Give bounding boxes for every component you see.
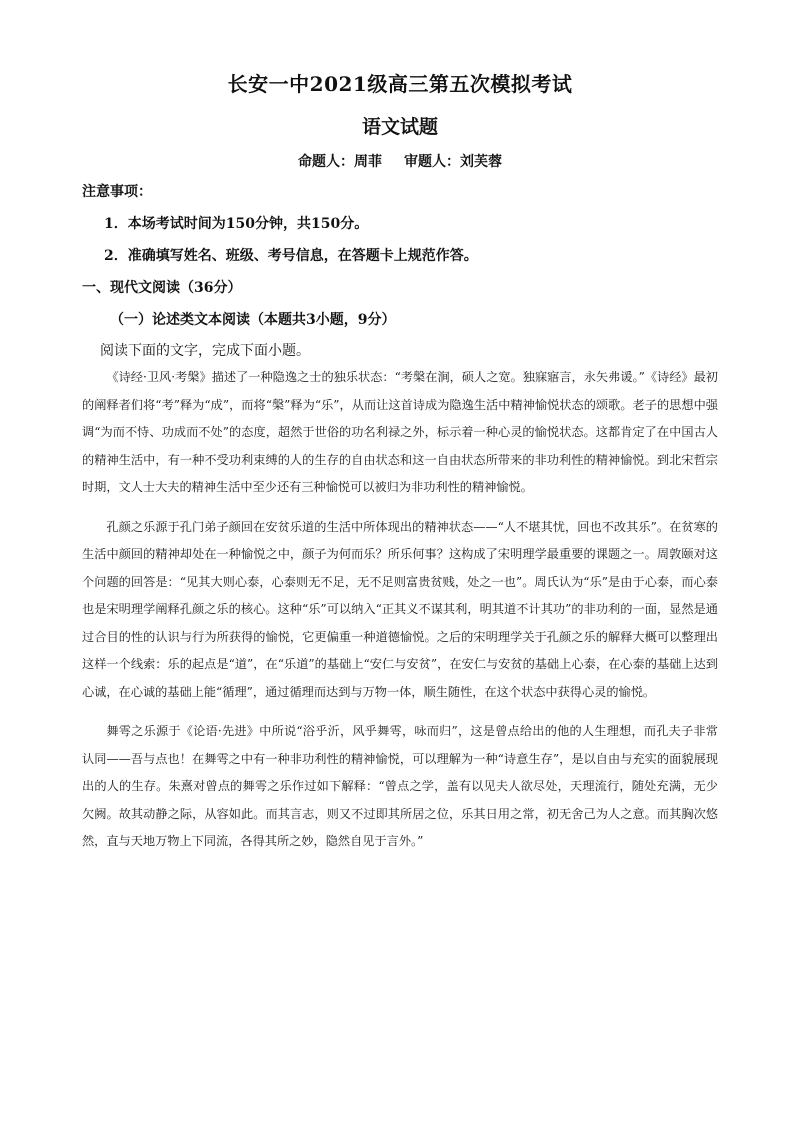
author-line: 命题人：周菲 (298, 154, 382, 170)
reviewer-line: 审题人：刘芙蓉 (404, 154, 502, 170)
passage-paragraph: 舞雩之乐源于《论语·先进》中所说“浴乎沂，风乎舞雩，咏而归”，这是曾点给出的他的人生理想，而孔夫子非常认同——吾与点也！在舞雩之中有一种非功利性的精神愉悦，可以理解为一种“诗意生存”，是以自由与充实的面貌展现出的人的生存。朱熹对曾点的舞雩之乐作过如下解释：“曾点之学，盖有以见夫人欲尽处，天理流行，随处充满，无少欠阙。故其动静之际，从容如此。而其言志，则又不过即其所居之位，乐其日用之常，初无舍己为人之意。而其胸次悠然，直与天地万物上下同流，各得其所之妙，隐然自见于言外。” (82, 724, 718, 849)
exam-title: 长安一中2021级高三第五次模拟考试 (227, 72, 573, 96)
subsection-heading: （一）论述类文本阅读（本题共3小题，9分） (110, 312, 396, 328)
reading-instruction: 阅读下面的文字，完成下面小题。 (100, 342, 310, 358)
notice-item: 1．本场考试时间为150分钟，共150分。 (104, 216, 369, 232)
exam-setters (82, 152, 718, 172)
passage-paragraph: 《诗经·卫风·考槃》描述了一种隐逸之士的独乐状态：“考槃在涧，硕人之宽。独寐寤言，永矢弗谖。”《诗经》最初的阐释者们将“考”释为“成”，而将“槃”释为“乐”，从而让这首诗成为隐逸生活中精神愉悦状态的颂歌。老子的思想中强调“为而不恃、功成而不处”的态度，超然于世俗的功名利禄之外，标示着一种心灵的愉悦状态。这都肯定了在中国古人的精神生活中，有一种不受功利束缚的人的生存的自由状态和这一自由状态所带来的非功利性的精神愉悦。到北宋哲宗时期，文人士大夫的精神生活中至少还有三种愉悦可以被归为非功利性的精神愉悦。 (82, 370, 718, 494)
section-heading: 一、现代文阅读（36分） (82, 280, 242, 296)
notice-item: 2．准确填写姓名、班级、考号信息，在答题卡上规范作答。 (104, 248, 478, 264)
notice-heading: 注意事项： (82, 184, 152, 200)
subject-title: 语文试题 (361, 116, 438, 138)
passage-paragraph: 孔颜之乐源于孔门弟子颜回在安贫乐道的生活中所体现出的精神状态——“人不堪其忧，回也不改其乐”。在贫寒的生活中颜回的精神却处在一种愉悦之中，颜子为何而乐？所乐何事？这构成了宋明理学最重要的课题之一。周敦颐对这个问题的回答是：“见其大则心泰，心泰则无不足，无不足则富贵贫贱，处之一也”。周氏认为“乐”是由于心泰，而心泰也是宋明理学阐释孔颜之乐的核心。这种“乐”可以纳入“正其义不谋其利，明其道不计其功”的非功利的一面，显然是通过合目的性的认识与行为所获得的愉悦，它更偏重一种道德愉悦。之后的宋明理学关于孔颜之乐的解释大概可以整理出这样一个线索：乐的起点是“道”，在“乐道”的基础上“安仁与安贫”，在安仁与安贫的基础上心泰，在心泰的基础上达到心诚，在心诚的基础上能“循理”，通过循理而达到与万物一体，顺生随性，在这个状态中获得心灵的愉悦。 (82, 519, 718, 699)
